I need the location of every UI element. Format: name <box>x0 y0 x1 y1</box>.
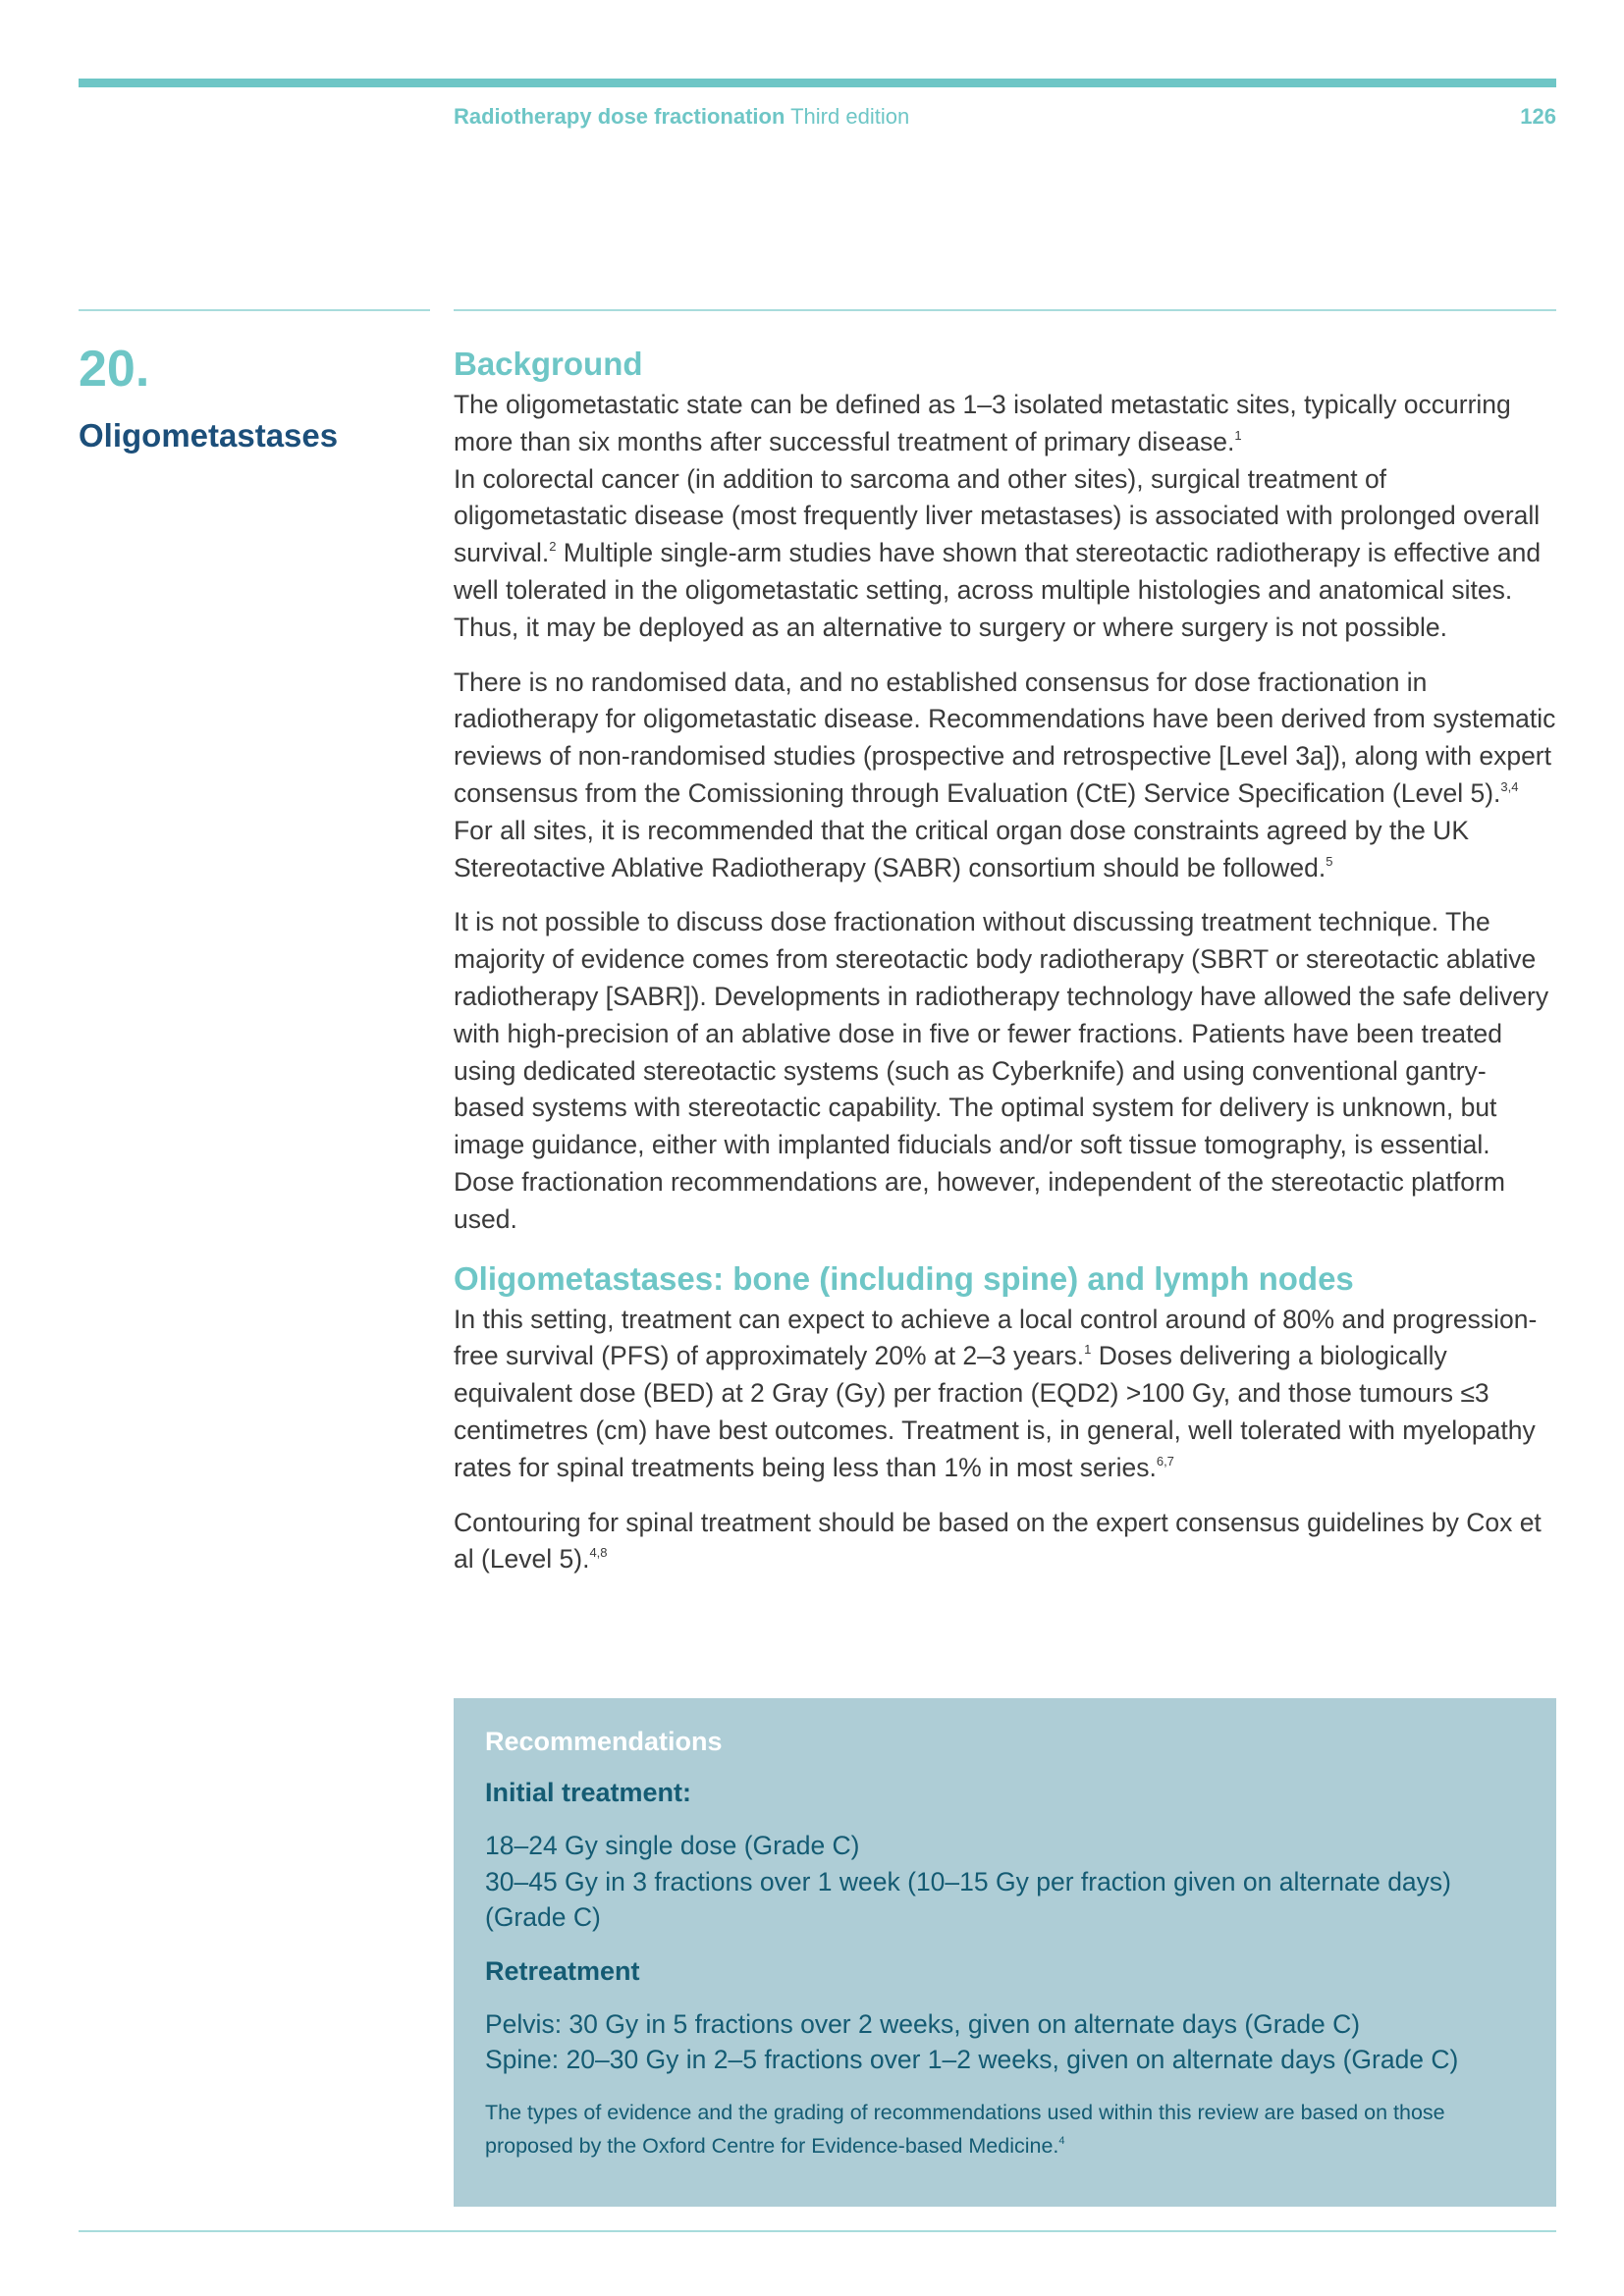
citation-ref: 4,8 <box>589 1545 608 1561</box>
bone-section-heading: Oligometastases: bone (including spine) and lymph nodes <box>454 1259 1354 1297</box>
page-number: 126 <box>1520 104 1556 129</box>
main-content <box>454 344 1556 1596</box>
initial-treatment-label: Initial treatment: <box>485 1778 692 1807</box>
header-accent-bar <box>79 79 1556 87</box>
citation-ref: 2 <box>549 539 557 555</box>
bone-paragraph-2: Contouring for spinal treatment should be based on the expert consensus guidelines by Cox et al (Level 5).$^{4,8}$ <box>454 1507 1542 1575</box>
background-heading: Background <box>454 346 643 382</box>
book-title: Radiotherapy dose fractionation <box>454 104 785 129</box>
initial-treatment-list <box>485 1828 1525 1936</box>
recommendations-box <box>454 1698 1556 2207</box>
background-paragraph-1: The oligometastatic state can be defined as 1–3 isolated metastatic sites, typically occurring more than six months after successful treatment of primary disease.$^1$ In colorectal cancer (in addition to sarcoma and other sites), surgical treatment of oligometastatic disease (most frequently liver metastases) is associated with prolonged overall survival.$^2$ Multiple single-arm studies have shown that stereotactic radiotherapy is effective and well tolerated in the oligometastatic setting, across multiple histologies and anatomical sites. Thus, it may be deployed as an alternative to surgery or where surgery is not possible. <box>454 390 1542 642</box>
retreatment-label: Retreatment <box>485 1955 640 1986</box>
background-paragraph-3: It is not possible to discuss dose fractionation without discussing treatment technique. The majority of evidence comes from stereotactic body radiotherapy (SBRT or stereotactic ablative radiotherapy [SABR]). Developments in radiotherapy technology have allowed the safe delivery with high-precision of an ablative dose in five or fewer fractions. Patients have been treated using dedicated stereotactic systems (such as Cyberknife) and using conventional gantry-based systems with stereotactic capability. The optimal system for delivery is unknown, but image guidance, either with implanted fiducials and/or soft tissue tomography, is essential. Dose fractionation recommendations are, however, independent of the stereotactic platform used. <box>454 907 1549 1234</box>
bone-paragraph-1: In this setting, treatment can expect to achieve a local control around of 80% and progression-free survival (PFS) of approximately 20% at 2–3 years.$^1$ Doses delivering a biologically equivalent dose (BED) at 2 Gray (Gy) per fraction (EQD2) >100 Gy, and those tumours ≤3 centimetres (cm) have best outcomes. Treatment is, in general, well tolerated with myelopathy rates for spinal treatments being less than 1% in most series.$^{6,7}$ <box>454 1304 1538 1482</box>
running-head <box>454 104 909 130</box>
recommendations-heading: Recommendations <box>485 1727 723 1756</box>
citation-ref: 6,7 <box>1156 1453 1174 1468</box>
chapter-number: 20. <box>79 341 150 398</box>
chapter-title: Oligometastases <box>79 417 339 454</box>
evidence-note: The types of evidence and the grading of recommendations used within this review are based on those proposed by the Oxford Centre for Evidence-based Medicine.$^4$ <box>485 2100 1445 2158</box>
citation-ref: 3,4 <box>1500 778 1519 794</box>
initial-treatment-item: 30–45 Gy in 3 fractions over 1 week (10–15 Gy per fraction given on alternate days) (Grade C) <box>485 1866 1451 1932</box>
edition-label: Third edition <box>790 104 910 129</box>
citation-ref: 5 <box>1326 853 1333 869</box>
retreatment-item: Pelvis: 30 Gy in 5 fractions over 2 weeks, given on alternate days (Grade C) <box>485 2008 1361 2039</box>
citation-ref: 1 <box>1234 427 1242 443</box>
initial-treatment-item: 18–24 Gy single dose (Grade C) <box>485 1831 860 1860</box>
footer-divider <box>79 2230 1556 2232</box>
background-paragraph-2: There is no randomised data, and no established consensus for dose fractionation in radiotherapy for oligometastatic disease. Recommendations have been derived from systematic reviews of non-randomised studies (prospective and retrospective [Level 3a]), along with expert consensus from the Comissioning through Evaluation (CtE) Service Specification (Level 5).$^{3,4}$ For all sites, it is recommended that the critical organ dose constraints agreed by the UK Stereotactive Ablative Radiotherapy (SABR) consortium should be followed.$^5$ <box>454 667 1556 882</box>
chapter-divider-right <box>454 309 1556 311</box>
citation-ref: 4 <box>1058 2134 1065 2147</box>
chapter-divider-left <box>79 309 430 311</box>
citation-ref: 1 <box>1084 1342 1092 1358</box>
retreatment-list <box>485 2006 1525 2078</box>
retreatment-item: Spine: 20–30 Gy in 2–5 fractions over 1–2 weeks, given on alternate days (Grade C) <box>485 2045 1459 2074</box>
